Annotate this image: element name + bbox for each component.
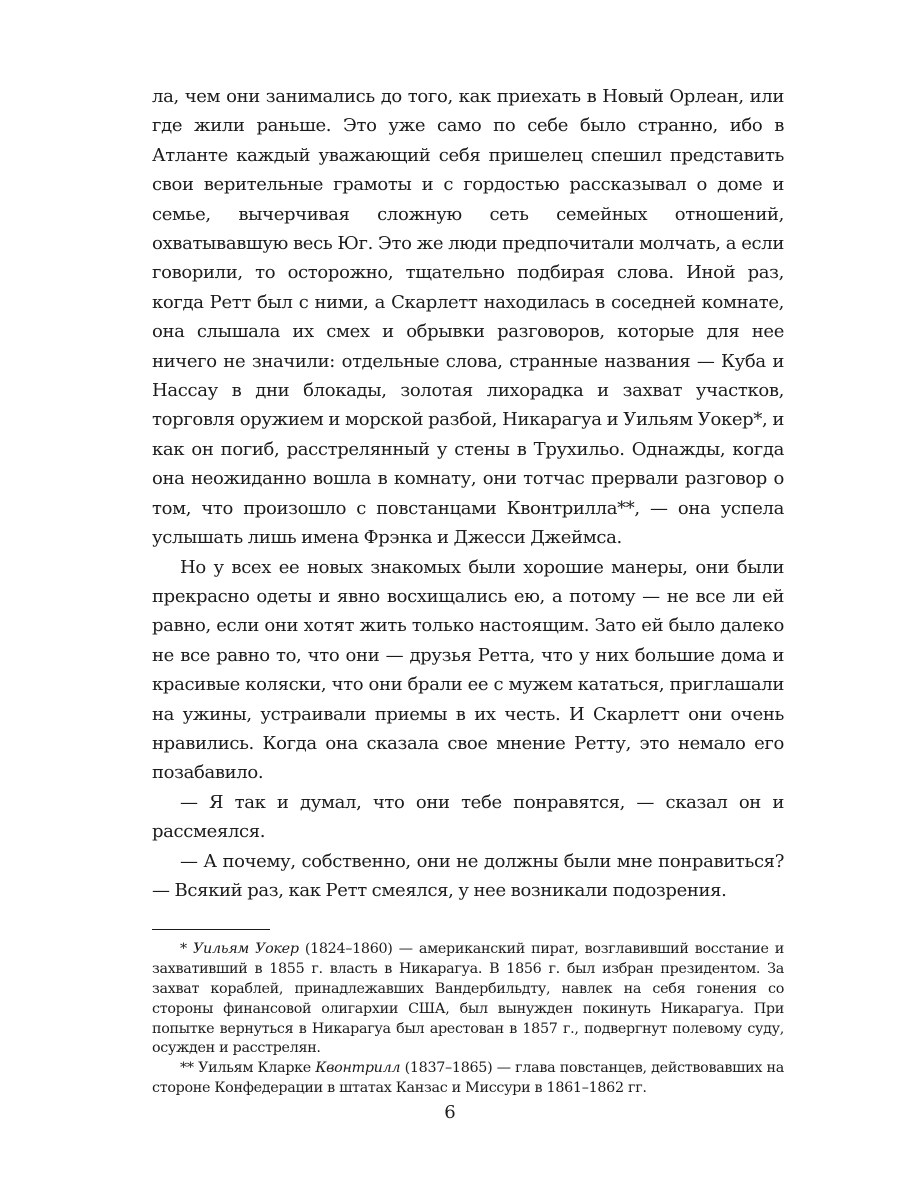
footnote-1-marker: *	[180, 941, 187, 958]
main-text	[152, 82, 784, 905]
paragraph-2: Но у всех ее новых знакомых были хорошие манеры, они были прекрасно одеты и явно восхищались ею, а потому — не все ли ей равно, если они хотят жить только настоящим. Зато ей было далеко не все равно то, что они — друзья Ретта, что у них большие дома и красивые коляски, что они брали ее с мужем кататься, приглашали на ужины, устраивали приемы в их честь. И Скарлетт они очень нравились. Когда она сказала свое мнение Ретту, это немало его позабавило.	[152, 556, 784, 784]
page	[152, 82, 784, 1099]
paragraph-3: — Я так и думал, что они тебе понравятся, — сказал он и рассмеялся.	[152, 791, 784, 843]
footnote-2-prefix: Уильям Кларке	[198, 1060, 311, 1077]
footnote-1-text: (1824–1860) — американский пират, возглавивший восстание и захвативший в 1855 г. власть в Никарагуа. В 1856 г. был избран президентом. За захват кораблей, принадлежавших Вандербильдту, навлек на себя гонения со стороны финансовой олигархии США, был вынужден покинуть Никарагуа. При попытке вернуться в Никарагуа был арестован в 1857 г., подвергнут полевому суду, осужден и расстрелян.	[152, 941, 785, 1057]
footnotes	[152, 940, 784, 1098]
footnote-2	[152, 1059, 784, 1099]
footnote-2-marker: **	[180, 1060, 194, 1077]
footnote-1	[152, 940, 784, 1059]
paragraph-4: — А почему, собственно, они не должны были мне понравиться? — Всякий раз, как Ретт смеялся, у нее возникали подозрения.	[152, 850, 784, 901]
footnote-2-text: (1837–1865) — глава повстанцев, действовавших на стороне Конфедерации в штатах Канзас и Миссури в 1861–1862 гг.	[152, 1060, 784, 1096]
footnote-divider	[152, 929, 270, 930]
footnote-1-name: Уильям Уокер	[193, 941, 299, 958]
page-number: 6	[444, 1102, 456, 1123]
paragraph-1: ла, чем они занимались до того, как приехать в Новый Орлеан, или где жили раньше. Это уже само по себе было странно, ибо в Атланте каждый уважающий себя пришелец спешил представить свои верительные грамоты и с гордостью рассказывал о доме и семье, вычерчивая сложную сеть семейных отношений, охватывавшую весь Юг. Это же люди предпочитали молчать, а если говорили, то осторожно, тщательно подбирая слова. Иной раз, когда Ретт был с ними, а Скарлетт находилась в соседней комнате, она слышала их смех и обрывки разговоров, которые для нее ничего не значили: отдельные слова, странные названия — Куба и Нассау в дни блокады, золотая лихорадка и захват участков, торговля оружием и морской разбой, Никарагуа и Уильям Уокер*, и как он погиб, расстрелянный у стены в Трухильо. Однажды, когда она неожиданно вошла в комнату, они тотчас прервали разговор о том, что произошло с повстанцами Квонтрилла**, — она успела услышать лишь имена Фрэнка и Джесси Джеймса.	[152, 86, 784, 549]
footnote-2-name: Квонтрилл	[315, 1060, 401, 1077]
